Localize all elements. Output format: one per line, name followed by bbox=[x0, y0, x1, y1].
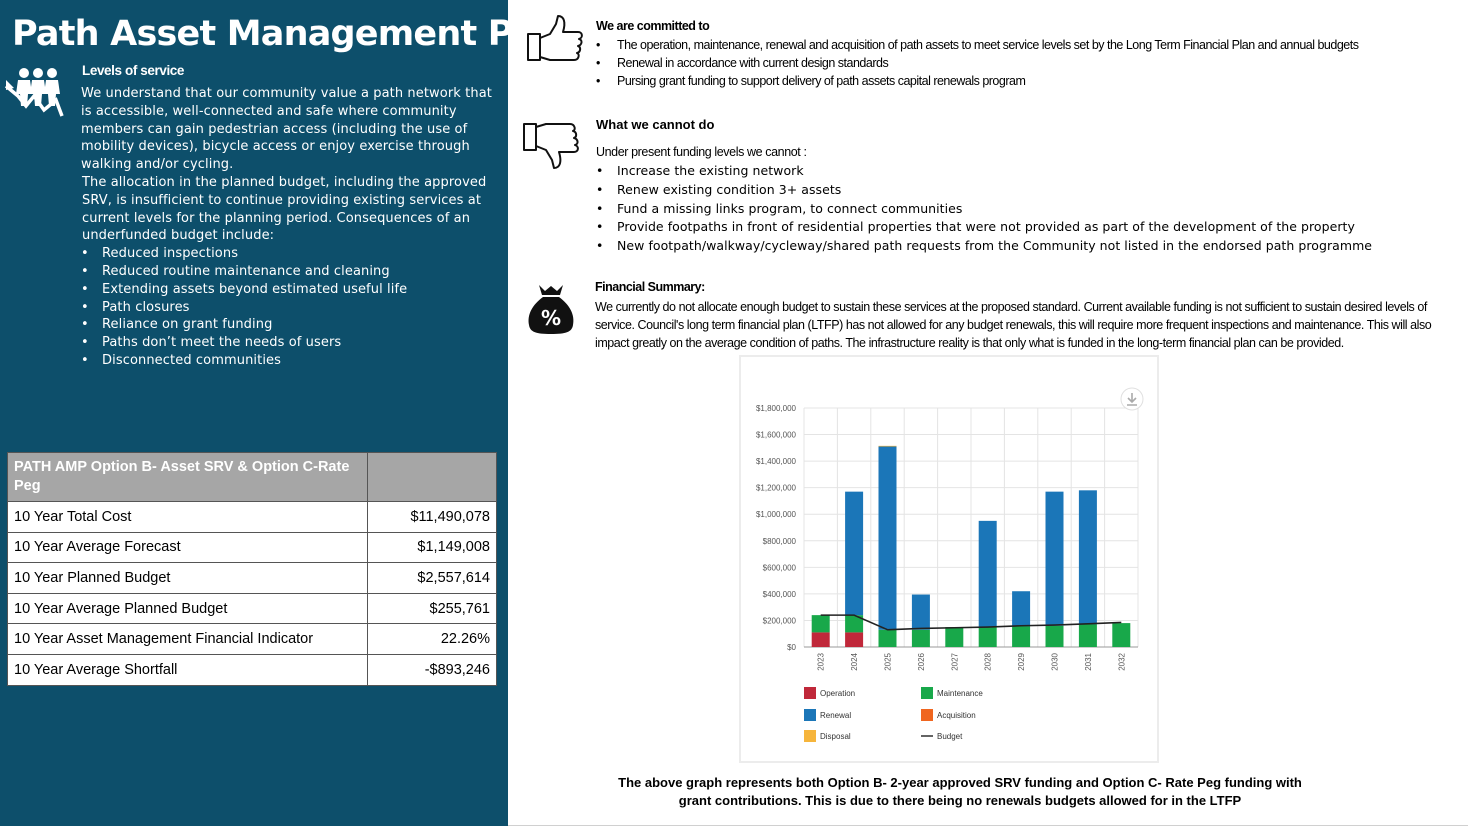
bar-renewal bbox=[979, 521, 997, 627]
table-row bbox=[8, 532, 497, 563]
y-tick-label: $1,200,000 bbox=[755, 483, 796, 493]
row-label: 10 Year Average Planned Budget bbox=[8, 593, 368, 624]
legend-swatch-operation bbox=[804, 687, 816, 699]
list-item: • Reduced inspections bbox=[81, 245, 493, 263]
list-item: • Reduced routine maintenance and cleaning bbox=[81, 263, 493, 281]
row-value: -$893,246 bbox=[368, 654, 497, 685]
table-row bbox=[8, 593, 497, 624]
caption-line-2: grant contributions. This is due to there being no renewals budgets allowed for in the LTFP bbox=[678, 793, 1242, 808]
cannot-intro: Under present funding levels we cannot : bbox=[596, 145, 807, 159]
summary-table bbox=[7, 452, 497, 686]
y-tick-label: $200,000 bbox=[762, 616, 796, 626]
consequences-list bbox=[81, 245, 493, 370]
x-tick-label: 2024 bbox=[850, 653, 860, 671]
bar-maintenance bbox=[1079, 624, 1097, 647]
y-tick-label: $400,000 bbox=[762, 589, 796, 599]
table-header-row bbox=[8, 453, 497, 502]
thumbs-up-icon bbox=[526, 14, 584, 64]
bar-maintenance bbox=[1046, 626, 1064, 647]
row-label: 10 Year Average Forecast bbox=[8, 532, 368, 563]
x-tick-label: 2032 bbox=[1117, 653, 1127, 671]
list-item: • Provide footpaths in front of residential properties that were not provided as part of the development of the property bbox=[596, 218, 1372, 237]
row-value: $1,149,008 bbox=[368, 532, 497, 563]
bar-maintenance bbox=[912, 630, 930, 647]
row-label: 10 Year Planned Budget bbox=[8, 563, 368, 594]
levels-of-service-heading: Levels of service bbox=[82, 63, 185, 78]
row-value: $11,490,078 bbox=[368, 502, 497, 533]
cannot-list bbox=[596, 162, 1372, 256]
bar-maintenance bbox=[812, 615, 830, 632]
legend-label: Maintenance bbox=[937, 689, 983, 698]
bar-maintenance bbox=[945, 627, 963, 647]
bar-maintenance bbox=[879, 630, 897, 647]
table-row bbox=[8, 624, 497, 655]
row-label: 10 Year Asset Management Financial Indicator bbox=[8, 624, 368, 655]
y-tick-label: $1,000,000 bbox=[755, 510, 796, 520]
legend-label: Acquisition bbox=[937, 711, 976, 720]
x-tick-label: 2030 bbox=[1050, 653, 1060, 671]
list-item: • Pursing grant funding to support delivery of path assets capital renewals program bbox=[596, 72, 1358, 90]
list-item: • Disconnected communities bbox=[81, 352, 493, 370]
y-tick-label: $600,000 bbox=[762, 563, 796, 573]
levels-paragraph-1: We understand that our community value a path network that is accessible, well-connected and safe where community members can gain pedestrian access (including the use of mobility devices), bicycle access or enjoy exercise through walking and/or cycling. bbox=[81, 86, 492, 173]
list-item: • Renewal in accordance with current design standards bbox=[596, 54, 1358, 72]
y-tick-label: $1,600,000 bbox=[755, 430, 796, 440]
legend-swatch-renewal bbox=[804, 709, 816, 721]
cannot-heading: What we cannot do bbox=[596, 117, 715, 132]
legend-swatch-acquisition bbox=[921, 709, 933, 721]
y-tick-label: $0 bbox=[787, 643, 796, 652]
legend-label: Operation bbox=[820, 689, 856, 698]
x-tick-label: 2023 bbox=[816, 653, 826, 671]
people-trend-icon bbox=[4, 66, 66, 120]
levels-paragraph-2: The allocation in the planned budget, including the approved SRV, is insufficient to continue providing existing services at current levels for the planning period. Consequences of an underfunded budget include: bbox=[82, 174, 487, 244]
legend-swatch-disposal bbox=[804, 730, 816, 742]
list-item: • New footpath/walkway/cycleway/shared path requests from the Community not listed in the endorsed path programme bbox=[596, 237, 1372, 256]
committed-heading: We are committed to bbox=[596, 19, 710, 33]
page-title: Path Asset Management Plan bbox=[12, 14, 571, 54]
table-row bbox=[8, 563, 497, 594]
financial-summary-heading: Financial Summary: bbox=[595, 280, 705, 294]
list-item: • Fund a missing links program, to connect communities bbox=[596, 200, 1372, 219]
row-label: 10 Year Total Cost bbox=[8, 502, 368, 533]
bar-renewal bbox=[1012, 591, 1030, 626]
stacked-bar-chart bbox=[741, 357, 1157, 761]
table-header: PATH AMP Option B- Asset SRV & Option C-Rate Peg bbox=[8, 453, 368, 502]
list-item: • Increase the existing network bbox=[596, 162, 1372, 181]
list-item: • Extending assets beyond estimated useful life bbox=[81, 281, 493, 299]
x-tick-label: 2028 bbox=[983, 653, 993, 671]
y-tick-label: $1,800,000 bbox=[755, 404, 796, 413]
caption-line-1: The above graph represents both Option B- 2-year approved SRV funding and Option C- Rate Peg funding with bbox=[618, 775, 1302, 790]
list-item: • Path closures bbox=[81, 299, 493, 317]
x-tick-label: 2027 bbox=[950, 653, 960, 671]
legend-swatch-maintenance bbox=[921, 687, 933, 699]
list-item: • Paths don’t meet the needs of users bbox=[81, 334, 493, 352]
bar-operation bbox=[845, 632, 863, 647]
bar-maintenance bbox=[979, 627, 997, 647]
x-tick-label: 2025 bbox=[883, 653, 893, 671]
row-label: 10 Year Average Shortfall bbox=[8, 654, 368, 685]
left-panel bbox=[0, 0, 571, 826]
bar-maintenance bbox=[1112, 623, 1130, 647]
y-tick-label: $1,400,000 bbox=[755, 457, 796, 467]
row-value: $255,761 bbox=[368, 593, 497, 624]
table-row bbox=[8, 502, 497, 533]
legend-label: Disposal bbox=[820, 732, 851, 741]
svg-text:%: % bbox=[540, 306, 562, 330]
bar-renewal bbox=[912, 595, 930, 630]
levels-of-service-body bbox=[81, 85, 493, 370]
bar-renewal bbox=[879, 447, 897, 630]
bar-disposal bbox=[879, 446, 897, 447]
chart-container bbox=[741, 357, 1157, 761]
committed-list bbox=[596, 36, 1358, 90]
list-item: • The operation, maintenance, renewal and acquisition of path assets to meet service levels set by the Long Term Financial Plan and annual budgets bbox=[596, 36, 1358, 54]
x-tick-label: 2029 bbox=[1017, 653, 1027, 671]
row-value: 22.26% bbox=[368, 624, 497, 655]
table-row bbox=[8, 654, 497, 685]
list-item: • Renew existing condition 3+ assets bbox=[596, 181, 1372, 200]
legend-label: Budget bbox=[937, 732, 963, 741]
financial-summary-body: We currently do not allocate enough budget to sustain these services at the proposed standard. Current available funding is not sufficient to sustain desired levels of service. Council's long term financial plan (LTFP) has not allowed for any budget renewals, this will require more frequent inspections and maintenance. This will also impact greatly on the average condition of paths. The infrastructure reality is that only what is funded in the long-term financial plan can be provided. bbox=[595, 300, 1432, 350]
bar-maintenance bbox=[1012, 626, 1030, 647]
bar-renewal bbox=[845, 492, 863, 615]
bar-renewal bbox=[1079, 490, 1097, 624]
bar-renewal bbox=[1046, 492, 1064, 626]
chart-caption bbox=[560, 774, 1360, 810]
x-tick-label: 2031 bbox=[1083, 653, 1093, 671]
money-bag-percent-icon bbox=[526, 283, 576, 335]
legend-label: Renewal bbox=[820, 711, 852, 720]
list-item: • Reliance on grant funding bbox=[81, 316, 493, 334]
y-tick-label: $800,000 bbox=[762, 536, 796, 546]
bar-operation bbox=[812, 632, 830, 647]
row-value: $2,557,614 bbox=[368, 563, 497, 594]
x-tick-label: 2026 bbox=[916, 653, 926, 671]
thumbs-down-icon bbox=[522, 120, 580, 172]
table-header-empty bbox=[368, 453, 497, 502]
